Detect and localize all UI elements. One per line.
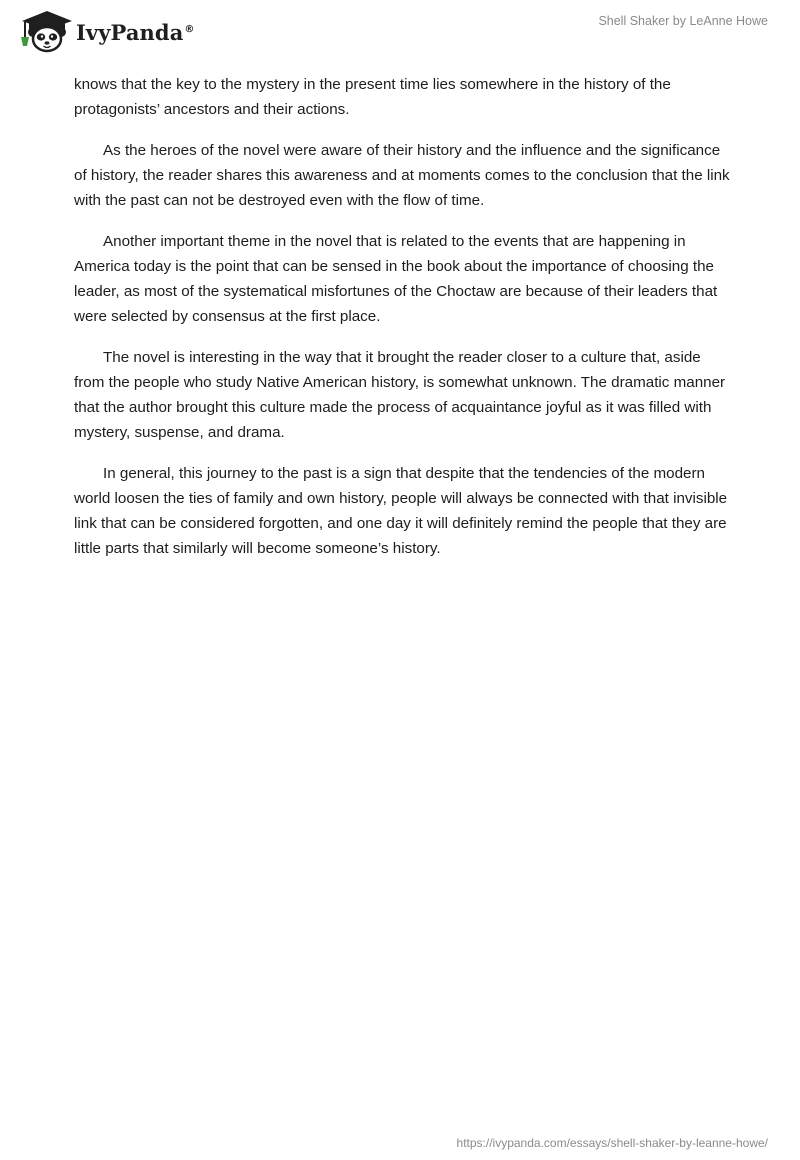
essay-paragraph: In general, this journey to the past is a sign that despite that the tendencies of the modern world loosen the ties of family and own history, people will always be connected with that invisible link that can be considered forgotten, and one day it will definitely remind the people that they are little parts that similarly will become someone’s history.	[74, 465, 728, 557]
document-title: Shell Shaker by LeAnne Howe	[598, 14, 768, 28]
source-url-link[interactable]: https://ivypanda.com/essays/shell-shaker-by-leanne-howe/	[456, 1136, 768, 1150]
essay-paragraph: The novel is interesting in the way that it brought the reader closer to a culture that, aside from the people who study Native American history, is somewhat unknown. The dramatic manner that the author brought this culture made the process of acquaintance joyful as it was filled with mystery, suspense, and drama.	[74, 349, 726, 441]
essay-paragraph: As the heroes of the novel were aware of their history and the influence and the significance of history, the reader shares this awareness and at moments comes to the conclusion that the link with the past can not be destroyed even with the flow of time.	[74, 142, 730, 209]
essay-paragraph: knows that the key to the mystery in the present time lies somewhere in the history of the protagonists’ ancestors and their actions.	[74, 76, 671, 118]
logo-text: IvyPanda	[76, 19, 184, 45]
panda-graduate-icon	[16, 8, 74, 54]
essay-paragraph: Another important theme in the novel that is related to the events that are happening in America today is the point that can be sensed in the book about the importance of choosing the leader, as most of the systematical misfortunes of the Choctaw are because of their leaders that were selected by consensus at the first place.	[74, 233, 718, 325]
ivypanda-logo[interactable]	[16, 8, 195, 54]
logo-registered-mark: ®	[184, 23, 195, 35]
essay-body	[74, 72, 734, 577]
page-header	[0, 0, 800, 60]
logo-wordmark	[76, 20, 195, 45]
